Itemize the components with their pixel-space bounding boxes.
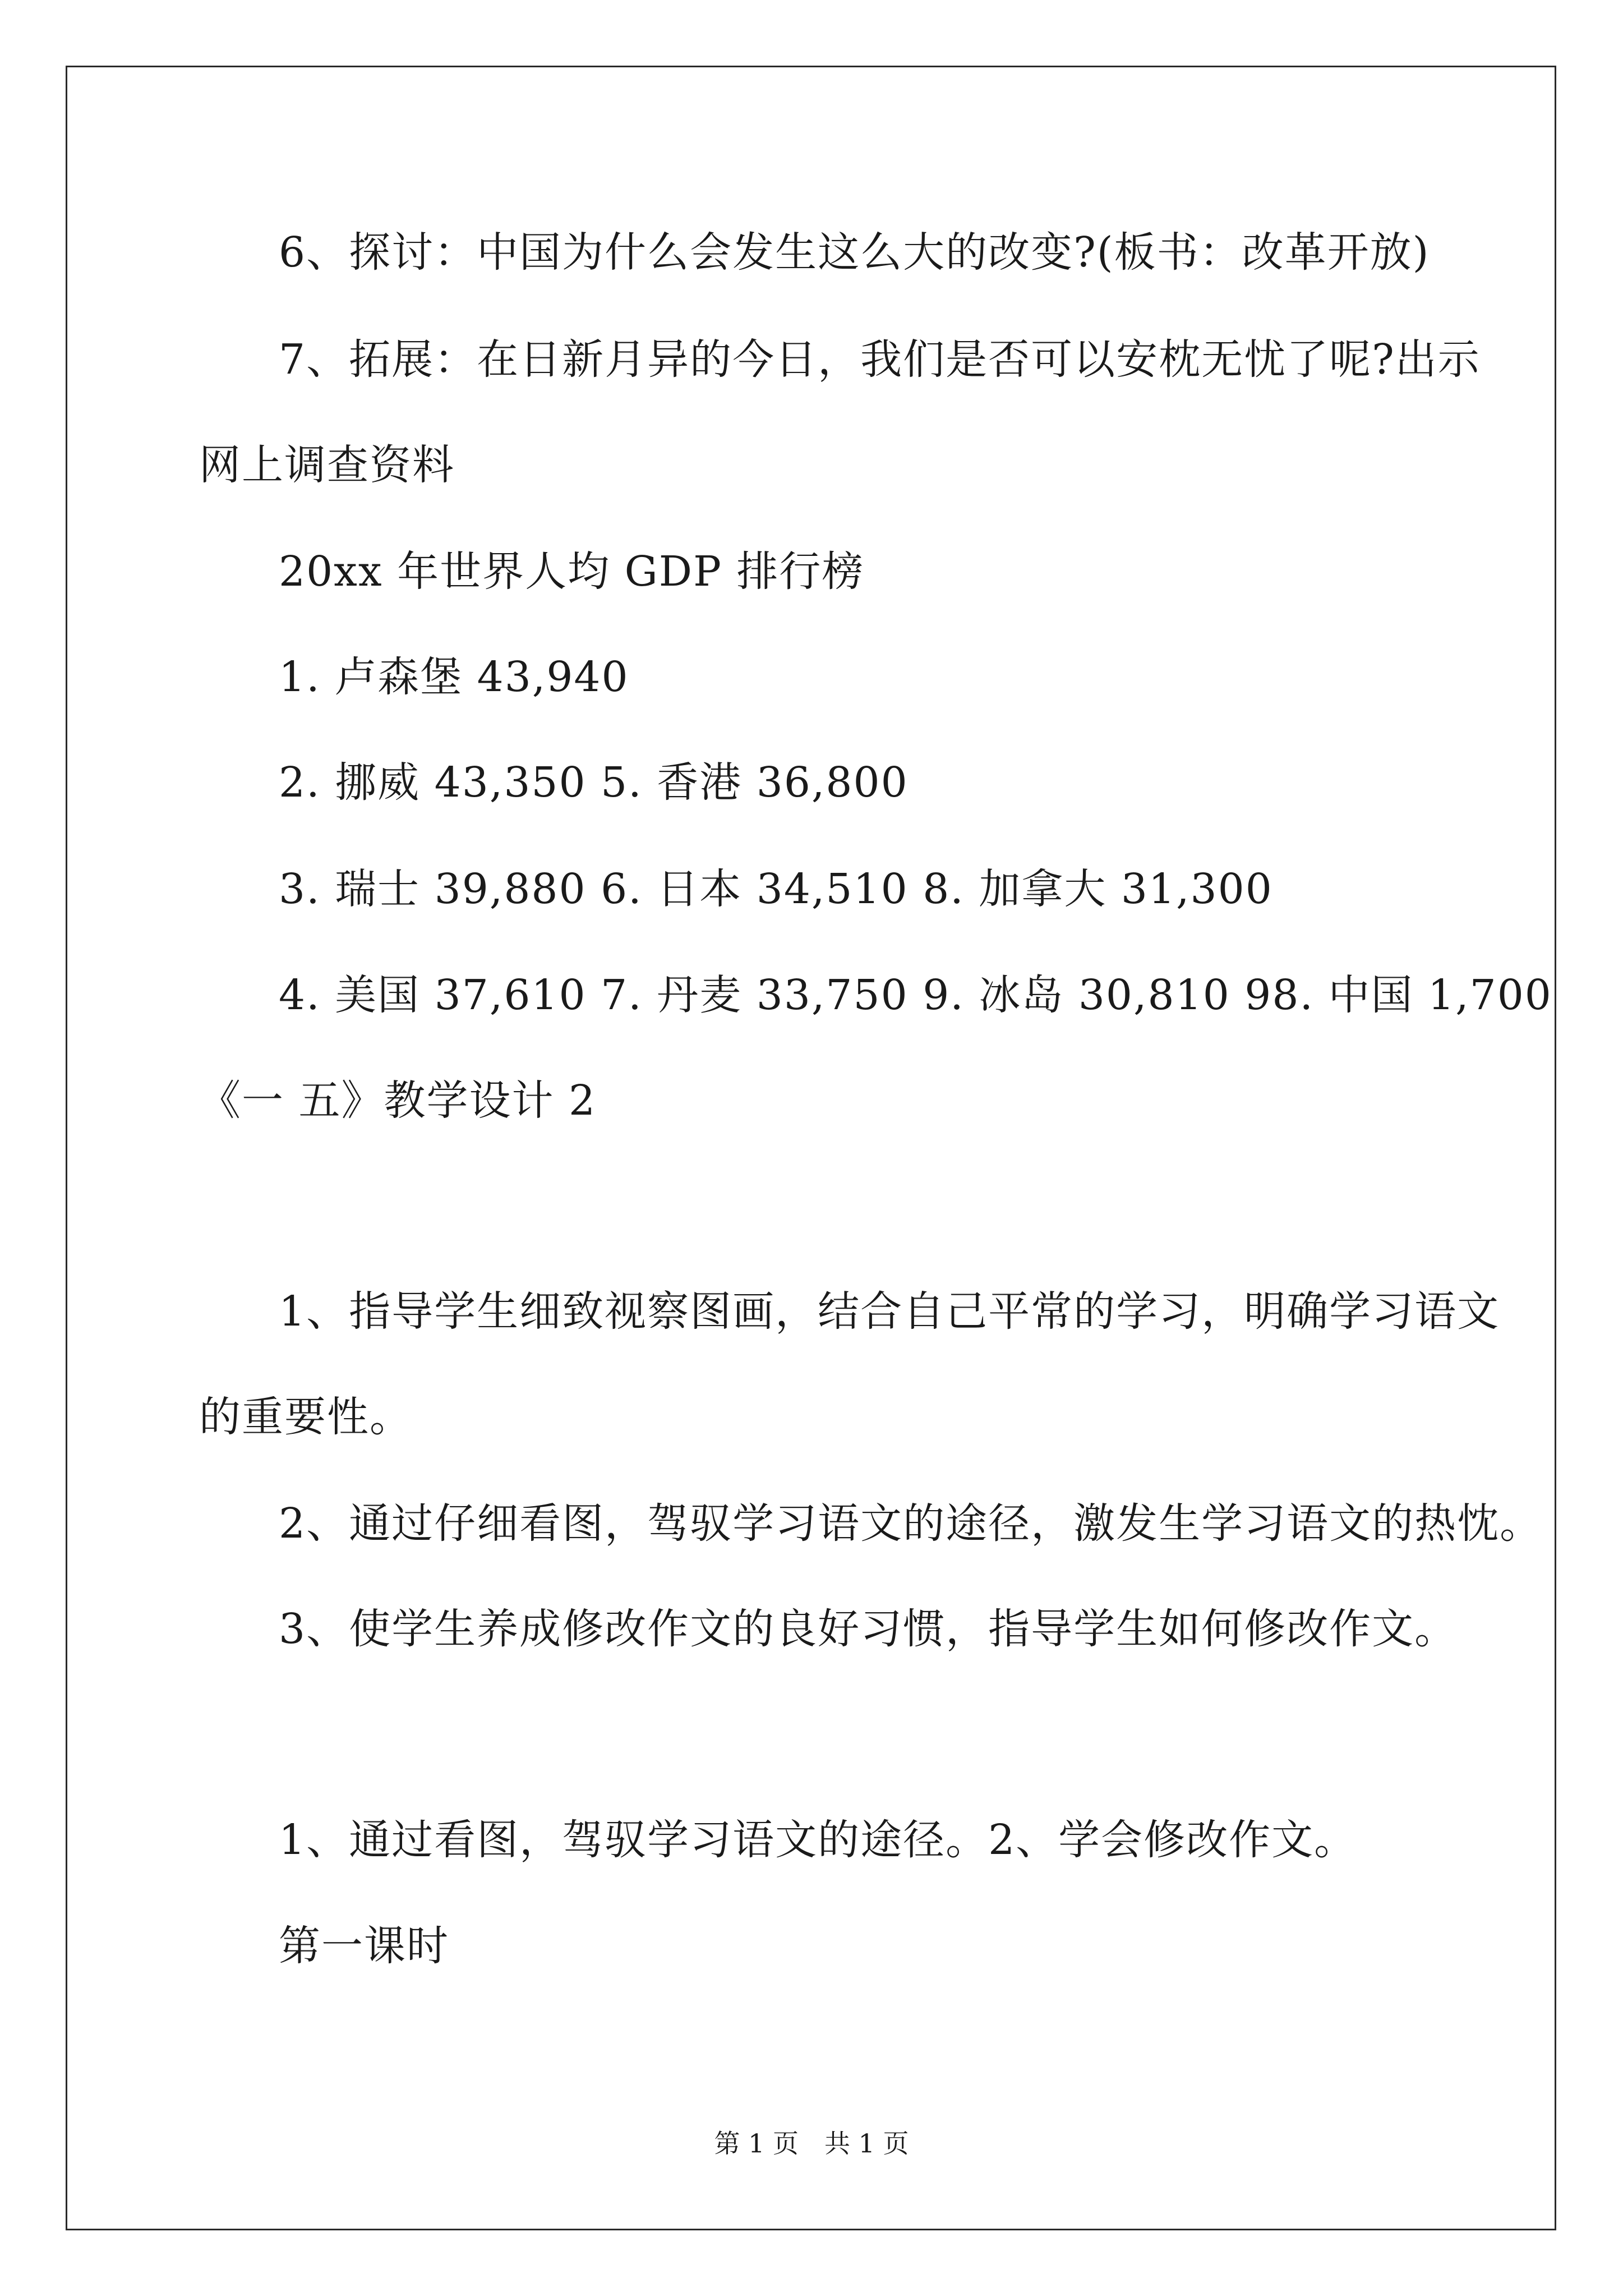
paragraph-discussion: 6、探讨：中国为什么会发生这么大的改变?(板书：改革开放) (279, 228, 1430, 277)
page-border (66, 66, 1556, 2230)
key-points: 1、通过看图，驾驭学习语文的途径。2、学会修改作文。 (279, 1816, 1357, 1864)
paragraph-extension: 7、拓展：在日新月异的今日，我们是否可以安枕无忧了呢?出示 (279, 335, 1481, 384)
gdp-ranking-row-4: 4. 美国 37,610 7. 丹麦 33,750 9. 冰岛 30,810 98. 中国 1,700 (279, 971, 1552, 1019)
objective-2: 2、通过仔细看图，驾驭学习语文的途径，激发生学习语文的热忱。 (279, 1499, 1543, 1548)
gdp-ranking-row-3: 3. 瑞士 39,880 6. 日本 34,510 8. 加拿大 31,300 (279, 865, 1273, 913)
objective-1-cont: 的重要性。 (199, 1393, 412, 1441)
gdp-ranking-row-2: 2. 挪威 43,350 5. 香港 36,800 (279, 758, 909, 807)
lesson-heading: 第一课时 (279, 1922, 449, 1970)
section-heading: 《一 五》教学设计 2 (199, 1076, 597, 1125)
objective-1: 1、指导学生细致视察图画，结合自己平常的学习，明确学习语文 (279, 1287, 1500, 1336)
objective-3: 3、使学生养成修改作文的良好习惯，指导学生如何修改作文。 (279, 1605, 1458, 1653)
page-footer: 第 1 页 共 1 页 (714, 2128, 909, 2159)
paragraph-extension-cont: 网上调查资料 (199, 441, 455, 489)
gdp-ranking-row-1: 1. 卢森堡 43,940 (279, 653, 629, 701)
gdp-ranking-title: 20xx 年世界人均 GDP 排行榜 (279, 547, 865, 596)
